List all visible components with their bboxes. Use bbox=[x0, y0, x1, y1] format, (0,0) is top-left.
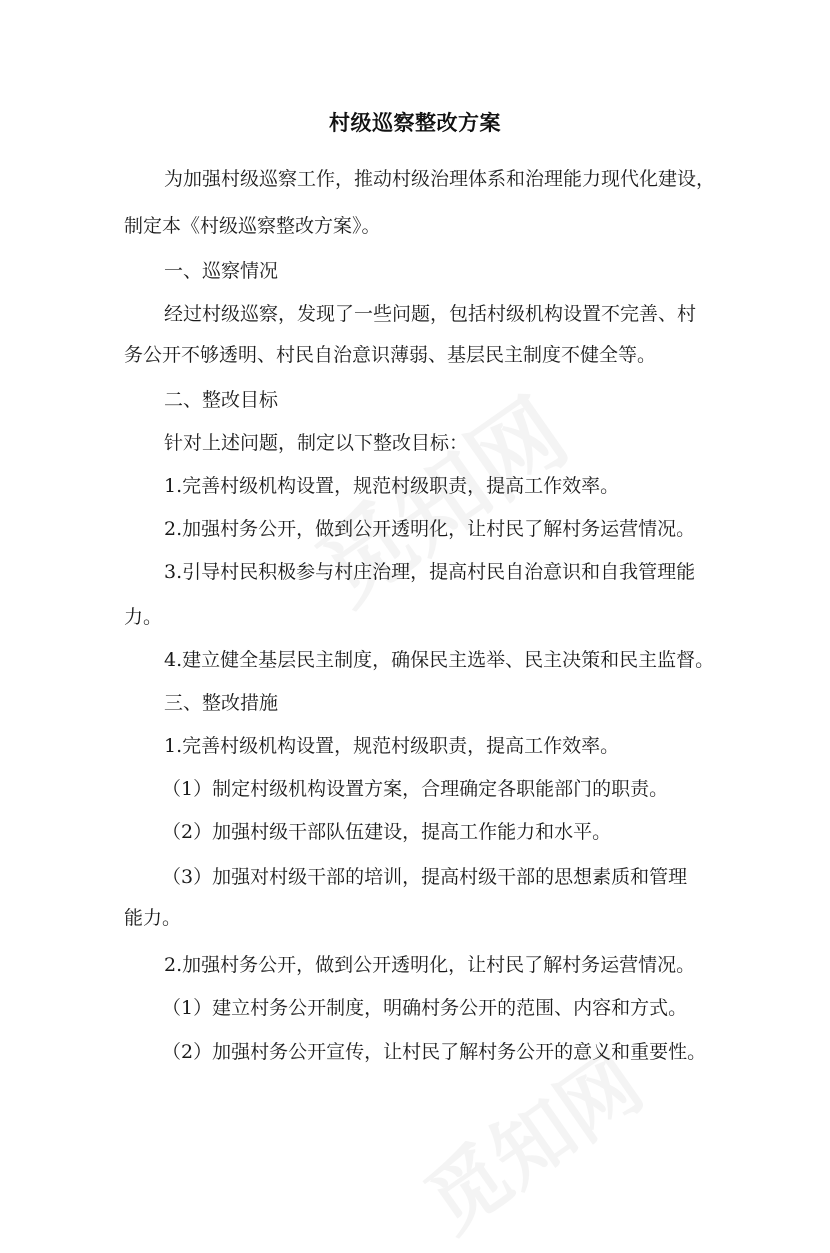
section-heading-goals: 二、整改目标 bbox=[164, 389, 279, 411]
intro-paragraph-line: 为加强村级巡察工作，推动村级治理体系和治理能力现代化建设， bbox=[164, 168, 716, 190]
goal-item: 3.引导村民积极参与村庄治理，提高村民自治意识和自我管理能 bbox=[164, 561, 696, 583]
measure-item: 2.加强村务公开，做到公开透明化，让村民了解村务运营情况。 bbox=[164, 954, 696, 976]
measure-subitem: （1）制定村级机构设置方案，合理确定各职能部门的职责。 bbox=[162, 778, 669, 800]
goal-item-continuation: 力。 bbox=[124, 606, 163, 628]
section-heading-measures: 三、整改措施 bbox=[164, 692, 279, 714]
goal-item: 4.建立健全基层民主制度，确保民主选举、民主决策和民主监督。 bbox=[164, 649, 715, 671]
goals-intro: 针对上述问题，制定以下整改目标： bbox=[164, 432, 469, 454]
measure-subitem: （1）建立村务公开制度，明确村务公开的范围、内容和方式。 bbox=[162, 997, 688, 1019]
situation-paragraph-line: 经过村级巡察，发现了一些问题，包括村级机构设置不完善、村 bbox=[164, 303, 697, 325]
measure-subitem: （2）加强村务公开宣传，让村民了解村务公开的意义和重要性。 bbox=[162, 1041, 707, 1063]
measure-subitem-continuation: 能力。 bbox=[124, 907, 182, 929]
goal-item: 2.加强村务公开，做到公开透明化，让村民了解村务运营情况。 bbox=[164, 518, 696, 540]
document-title: 村级巡察整改方案 bbox=[329, 110, 501, 135]
intro-paragraph-line: 制定本《村级巡察整改方案》。 bbox=[124, 215, 381, 237]
measure-subitem: （2）加强村级干部队伍建设，提高工作能力和水平。 bbox=[162, 821, 612, 843]
section-heading-situation: 一、巡察情况 bbox=[164, 260, 279, 282]
measure-item: 1.完善村级机构设置，规范村级职责，提高工作效率。 bbox=[164, 735, 620, 757]
situation-paragraph-line: 务公开不够透明、村民自治意识薄弱、基层民主制度不健全等。 bbox=[124, 344, 657, 366]
measure-subitem: （3）加强对村级干部的培训，提高村级干部的思想素质和管理 bbox=[162, 866, 688, 888]
goal-item: 1.完善村级机构设置，规范村级职责，提高工作效率。 bbox=[164, 475, 620, 497]
